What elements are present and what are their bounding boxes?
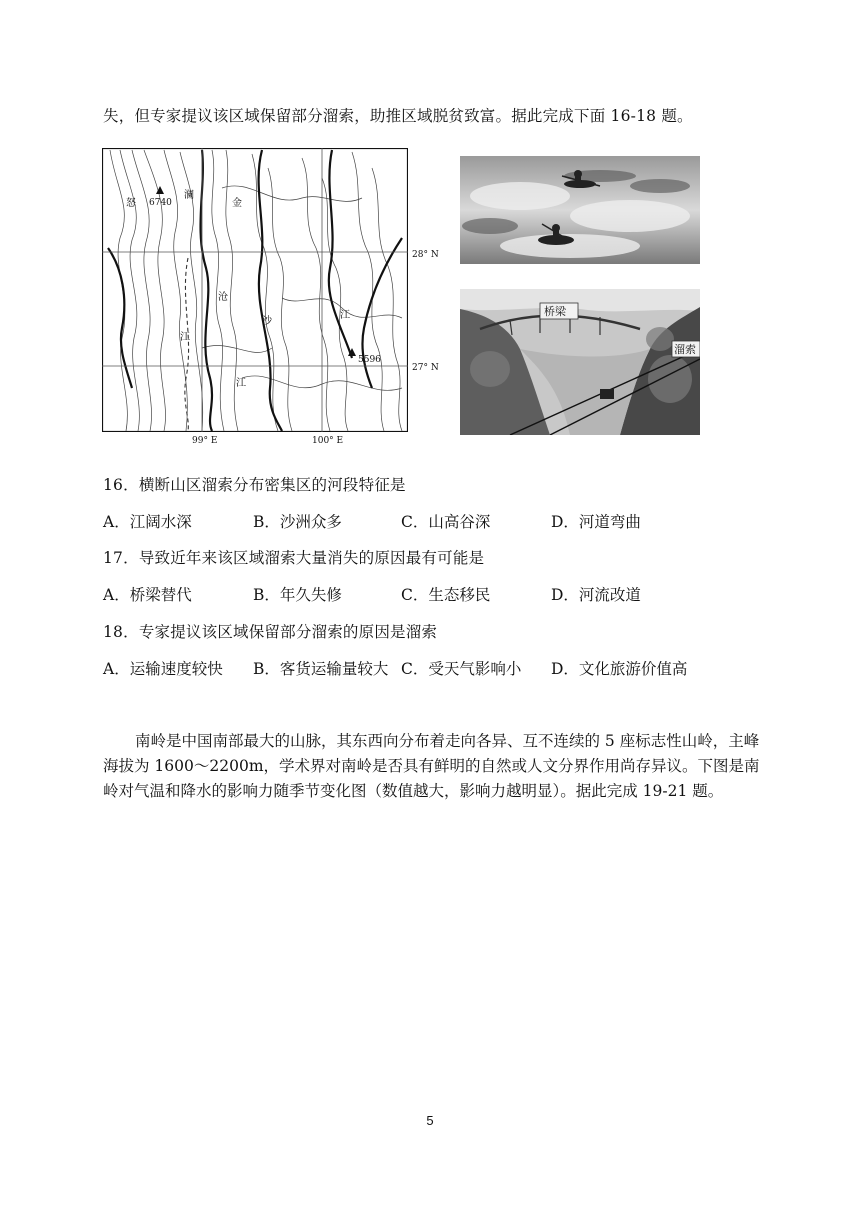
option-d[interactable]: D．文化旅游价值高 [551,660,688,678]
gorge-photo [460,289,700,435]
lat-label-27: 27° N [412,363,439,373]
topographic-map [102,148,408,432]
option-c[interactable]: C．生态移民 [401,586,491,604]
river-char: 怒 [126,198,136,209]
lon-label-100: 100° E [312,436,344,446]
option-b[interactable]: B．客货运输量较大 [253,660,389,678]
option-a[interactable]: A．江阔水深 [103,513,192,531]
question-16-stem: 16．横断山区溜索分布密集区的河段特征是 [103,476,406,494]
intro-line: 失，但专家提议该区域保留部分溜索，助推区域脱贫致富。据此完成下面 16-18 题。 [103,107,693,125]
option-c[interactable]: C．山高谷深 [401,513,491,531]
option-a[interactable]: A．桥梁替代 [103,586,192,604]
option-b[interactable]: B．沙洲众多 [253,513,342,531]
lon-label-99: 99° E [192,436,218,446]
river-char: 江 [180,332,190,343]
kayak-photo [460,156,700,264]
question-18-stem: 18．专家提议该区域保留部分溜索的原因是溜索 [103,623,438,641]
option-a[interactable]: A．运输速度较快 [103,660,223,678]
lat-label-28: 28° N [412,250,439,260]
option-d[interactable]: D．河流改道 [551,586,641,604]
option-d[interactable]: D．河道弯曲 [551,513,641,531]
option-c[interactable]: C．受天气影响小 [401,660,522,678]
option-b[interactable]: B．年久失修 [253,586,342,604]
river-char: 沧 [218,292,228,303]
page-number: 5 [426,1113,434,1128]
passage-nanling [103,729,763,804]
bridge-label: 桥梁 [544,305,566,318]
river-char: 江 [236,378,246,389]
river-char: 江 [340,310,350,321]
passage-text: 南岭是中国南部最大的山脉，其东西向分布着走向各异、互不连续的 5 座标志性山岭，主峰海拔为 1600～2200m，学术界对南岭是否具有鲜明的自然或人文分界作用尚存异议。下图是南岭对气温和降水的影响力随季节变化图（数值越大，影响力越明显）。据此完成 19-21 题。 [103,732,760,800]
river-char: 金 [232,198,242,209]
peak-label-2: 5596 [358,355,381,365]
zipline-label: 溜索 [674,343,696,356]
river-char: 沙 [262,316,272,327]
question-17-stem: 17．导致近年来该区域溜索大量消失的原因最有可能是 [103,549,485,567]
peak-label-1: 6740 [149,198,172,208]
river-char: 澜 [184,190,194,201]
